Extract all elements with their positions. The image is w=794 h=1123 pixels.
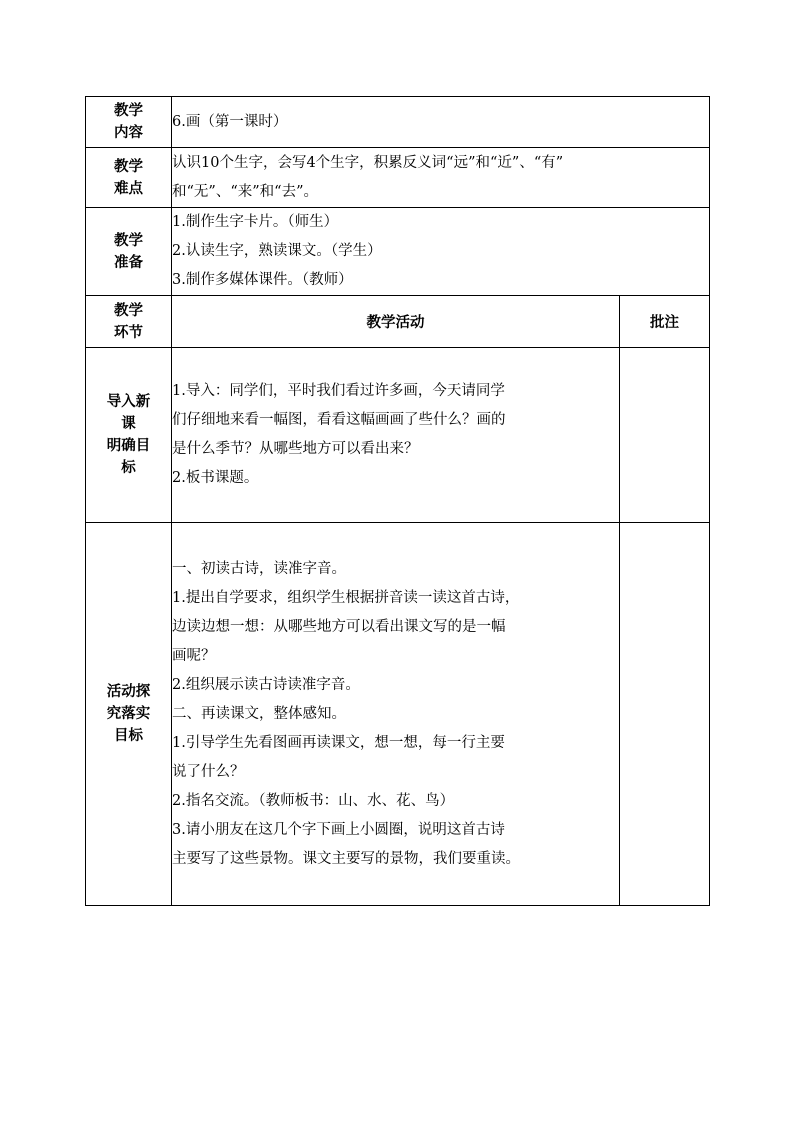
row-table-header <box>86 296 710 348</box>
activity-text: 一、初读古诗，读准字音。 1.提出自学要求，组织学生根据拼音读一读这首古诗， 边读边想一想：从哪些地方可以看出课文写的是一幅 画呢？ 2.组织展示读古诗读准字音。 二、再读课文，整体感知。 1.引导学生先看图画再读课文，想一想，每一行主要 说了什么？ 2.指名交流。（教师板书：山、水、花、鸟） 3.请小朋友在这几个字下画上小圆圈，说明这首古诗 主要写了这些景物。课文主要写的景物，我们要重读。 <box>172 523 620 906</box>
header-notes: 批注 <box>620 296 710 348</box>
activity-notes-cell <box>620 523 710 906</box>
row-teaching-difficulty <box>86 148 710 208</box>
label-intro: 导入新 课 明确目 标 <box>86 348 172 523</box>
row-intro <box>86 348 710 523</box>
row-teaching-content <box>86 97 710 148</box>
row-activity <box>86 523 710 906</box>
label-teaching-stage: 教学 环节 <box>86 296 172 348</box>
header-teaching-activity: 教学活动 <box>172 296 620 348</box>
row-teaching-preparation <box>86 208 710 296</box>
teaching-preparation-list: 1.制作生字卡片。（师生） 2.认读生字，熟读课文。（学生） 3.制作多媒体课件。（教师） <box>172 208 710 296</box>
intro-activity-text: 1.导入：同学们，平时我们看过许多画，今天请同学 们仔细地来看一幅图，看看这幅画画了些什么？画的 是什么季节？从哪些地方可以看出来？ 2.板书课题。 <box>172 348 620 523</box>
label-teaching-preparation: 教学 准备 <box>86 208 172 296</box>
label-teaching-difficulty: 教学 难点 <box>86 148 172 208</box>
intro-notes-cell <box>620 348 710 523</box>
label-activity: 活动探 究落实 目标 <box>86 523 172 906</box>
teaching-difficulty-text: 认识10个生字，会写4个生字，积累反义词“远”和“近”、“有” 和“无”、“来”和“去”。 <box>172 148 710 208</box>
teaching-content-text: 6.画（第一课时） <box>172 97 710 148</box>
label-teaching-content: 教学 内容 <box>86 97 172 148</box>
lesson-plan-table <box>85 96 710 906</box>
